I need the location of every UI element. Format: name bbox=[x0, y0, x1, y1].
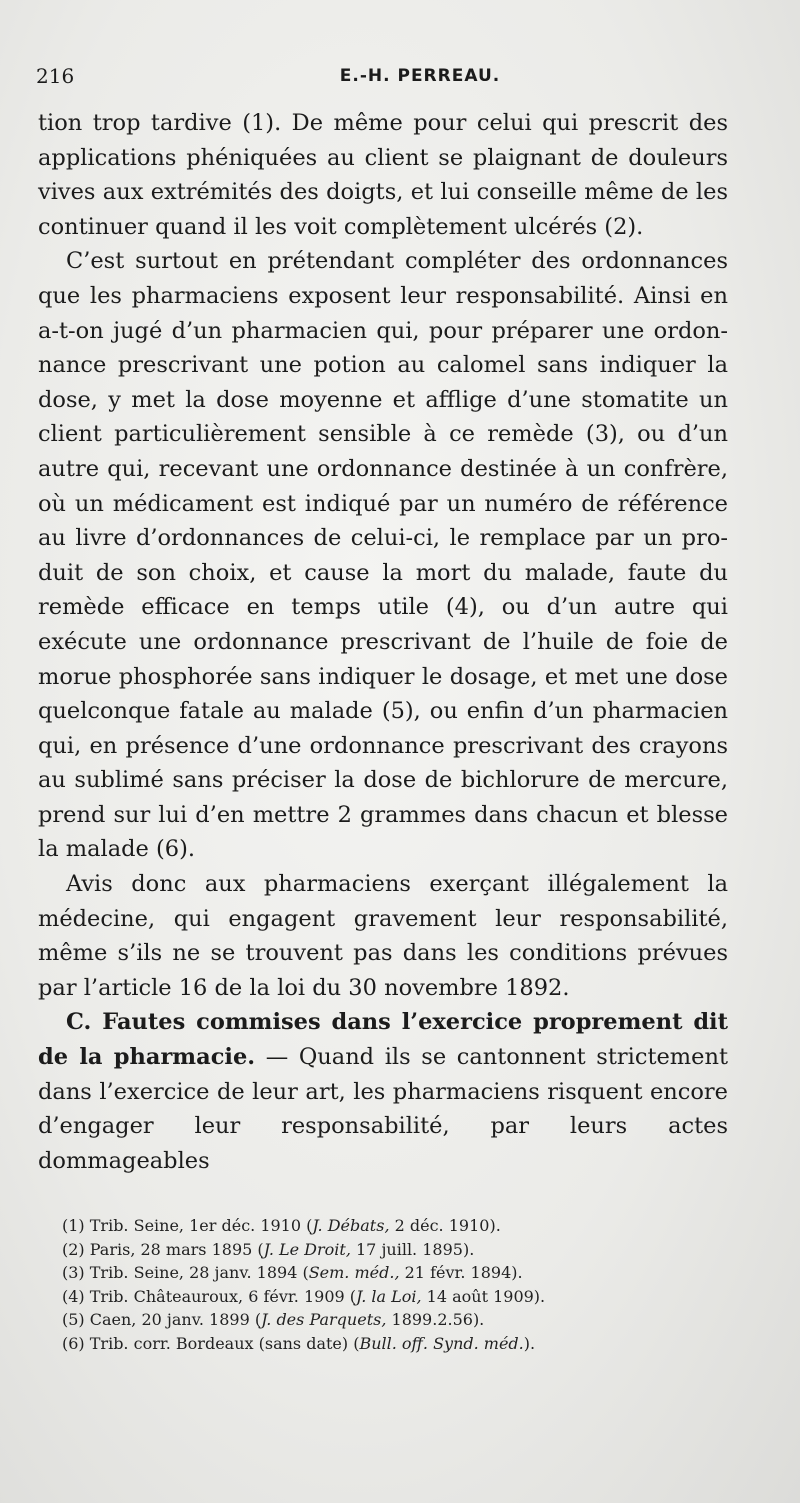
footnote-text: (1) Trib. Seine, 1er déc. 1910 ( bbox=[62, 1216, 313, 1235]
footnote-source: J. des Parquets, bbox=[261, 1310, 387, 1329]
footnotes bbox=[62, 1214, 742, 1355]
footnote-source: Sem. méd., bbox=[308, 1263, 400, 1282]
page-header bbox=[36, 64, 764, 94]
footnote-source: J. la Loi, bbox=[356, 1286, 422, 1306]
page-number: 216 bbox=[36, 64, 75, 88]
footnote-text: (5) Caen, 20 janv. 1899 ( bbox=[62, 1310, 262, 1329]
footnote-text: (2) Paris, 28 mars 1895 ( bbox=[62, 1239, 264, 1259]
footnote-source: Bull. off. Synd. méd. bbox=[359, 1333, 524, 1353]
footnote-source: J. Débats, bbox=[312, 1216, 390, 1235]
footnote bbox=[62, 1261, 742, 1285]
footnote bbox=[62, 1238, 742, 1262]
footnote-text: 14 août 1909). bbox=[421, 1286, 546, 1306]
body-text bbox=[38, 106, 728, 1178]
paragraph: tion trop tardive (1). De même pour celui qui prescrit des applications phéniquées au client se plaignant de douleurs vives aux extrémités des doigts, et lui conseille même de les continuer quand il les voit complètement ulcérés (2). bbox=[38, 110, 728, 240]
footnote-text: 2 déc. 1910). bbox=[389, 1216, 501, 1235]
section-title: C. Fautes commises dans l’exercice proprement dit de la pharmacie. bbox=[38, 1009, 728, 1071]
footnote-text: (3) Trib. Seine, 28 janv. 1894 ( bbox=[62, 1263, 309, 1282]
footnote-text: 17 juill. 1895). bbox=[350, 1239, 475, 1259]
footnote-text: 21 févr. 1894). bbox=[399, 1263, 523, 1282]
footnote-text: 1899.2.56). bbox=[386, 1310, 485, 1329]
footnote bbox=[62, 1214, 742, 1238]
footnote bbox=[62, 1285, 742, 1309]
footnote bbox=[62, 1332, 742, 1356]
footnote bbox=[62, 1308, 742, 1332]
section-text: — Quand ils se cantonnent strictement dans l’exercice de leur art, les pharmaciens risquent encore d’engager leur responsabilité, par leurs actes dommageables bbox=[38, 1044, 728, 1174]
paragraph: Avis donc aux pharmaciens exerçant illégalement la médecine, qui engagent gravement leur responsabilité, même s’ils ne se trouvent pas dans les conditions prévues par l’article 16 de la loi du 30 novembre 1892. bbox=[38, 871, 728, 1001]
section-paragraph bbox=[38, 1005, 728, 1178]
footnote-source: J. Le Droit, bbox=[263, 1239, 351, 1259]
paragraph: C’est surtout en prétendant compléter des ordonnances que les pharmaciens exposent leur responsabilité. Ainsi en a-t-on jugé d’un pharmacien qui, pour préparer une ordonnance prescrivant une potion au calomel sans indiquer la dose, y met la dose moyenne et afflige d’une stomatite un client particulièrement sensible à ce remède (3), ou d’un autre qui, recevant une ordonnance destinée à un confrère, où un médicament est indiqué par un numéro de référence au livre d’ordonnances de celui-ci, le remplace par un produit de son choix, et cause la mort du malade, faute du remède efficace en temps utile (4), ou d’un autre qui exécute une ordonnance prescrivant de l’huile de foie de morue phosphorée sans indiquer le dosage, et met une dose quelconque fatale au malade (5), ou enfin d’un pharmacien qui, en présence d’une ordonnance prescrivant des crayons au sublimé sans préciser la dose de bichlorure de mercure, prend sur lui d’en mettre 2 grammes dans chacun et blesse la malade (6). bbox=[38, 248, 728, 863]
footnote-text: ). bbox=[523, 1333, 536, 1353]
running-head: E.-H. PERREAU. bbox=[339, 66, 501, 86]
footnote-text: (6) Trib. corr. Bordeaux (sans date) ( bbox=[62, 1333, 360, 1353]
footnote-text: (4) Trib. Châteauroux, 6 févr. 1909 ( bbox=[62, 1286, 357, 1306]
